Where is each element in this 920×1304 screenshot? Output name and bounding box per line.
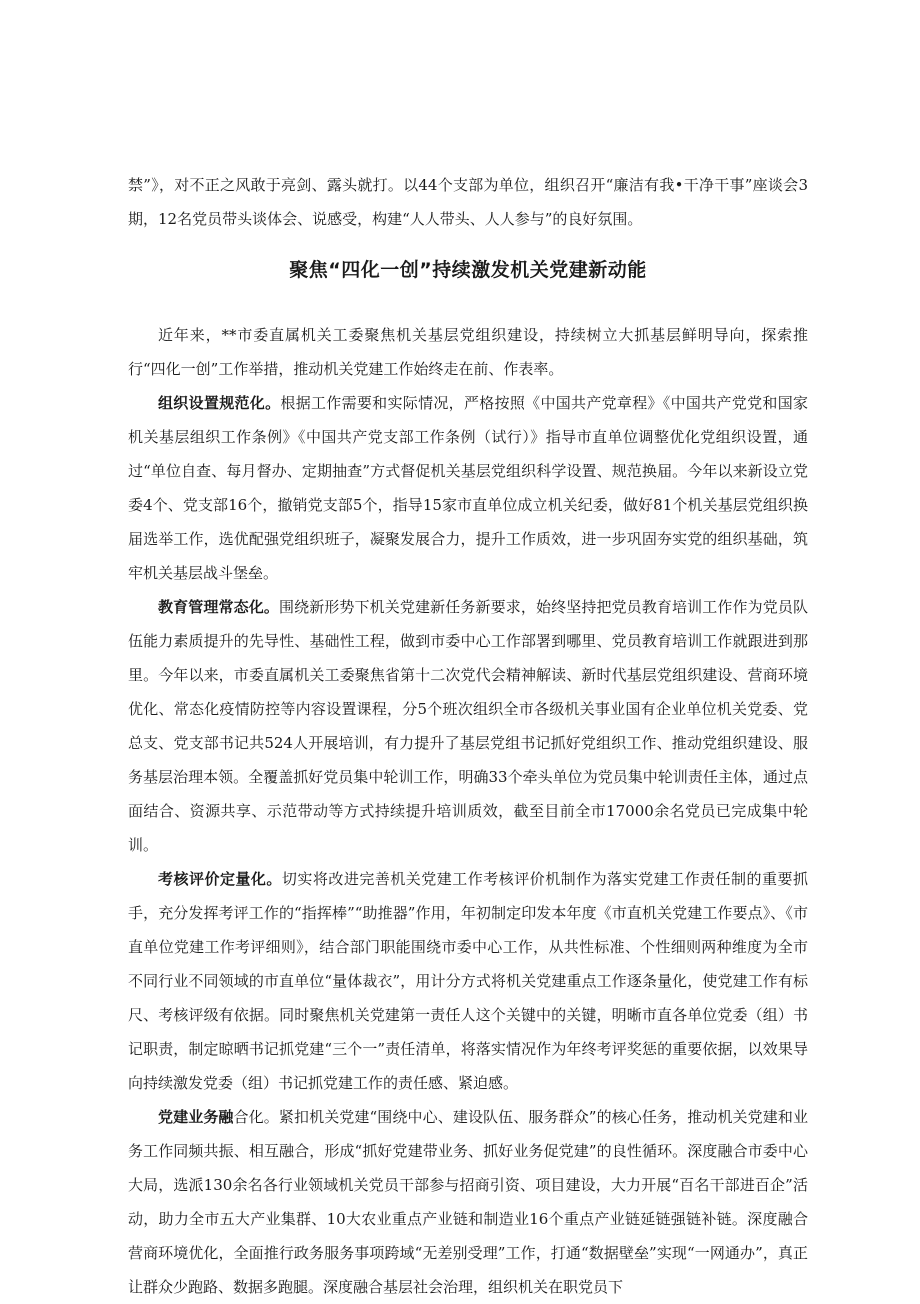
document-page [128,0,808,1301]
paragraph-integration [128,1100,808,1304]
paragraph-text: 根据工作需要和实际情况，严格按照《中国共产党章程》《中国共产党党和国家机关基层组织工作条例》《中国共产党支部工作条例（试行）》指导市直单位调整优化党组织设置，通过“单位自查、每月督办、定期抽查”方式督促机关基层党组织科学设置、规范换届。今年以来新设立党委4个、党支部16个，撤销党支部5个，指导15家市直单位成立机关纪委，做好81个机关基层党组织换届选举工作，选优配强党组织班子，凝聚发展合力，提升工作质效，进一步巩固夯实党的组织基础，筑牢机关基层战斗堡垒。 [128,394,808,582]
paragraph-text: 合化。紧扣机关党建“围绕中心、建设队伍、服务群众”的核心任务，推动机关党建和业务工作同频共振、相互融合，形成“抓好党建带业务、抓好业务促党建”的良性循环。深度融合市委中心大局，选派130余名各行业领域机关党员干部参与招商引资、项目建设，大力开展“百名干部进百企”活动，助力全市五大产业集群、10大农业重点产业链和制造业16个重点产业链延链强链补链。深度融合营商环境优化，全面推行政务服务事项跨域“无差别受理”工作，打通“数据壁垒”实现“一网通办”，真正让群众少跑路、数据多跑腿。深度融合基层社会治理，组织机关在职党员下 [128,1108,808,1296]
paragraph-education [128,590,808,862]
paragraph-lead: 组织设置规范化。 [158,394,281,412]
intro-text: 近年来，**市委直属机关工委聚焦机关基层党组织建设，持续树立大抓基层鲜明导向，探索推行“四化一创”工作举措，推动机关党建工作始终走在前、作表率。 [128,326,808,378]
paragraph-lead: 考核评价定量化。 [158,870,282,888]
paragraph-text: 切实将改进完善机关党建工作考核评价机制作为落实党建工作责任制的重要抓手，充分发挥考评工作的“指挥棒”“助推器”作用，年初制定印发本年度《市直机关党建工作要点》、《市直单位党建工作考评细则》，结合部门职能围绕市委中心工作，从共性标准、个性细则两种维度为全市不同行业不同领域的市直单位“量体裁衣”，用计分方式将机关党建重点工作逐条量化，使党建工作有标尺、考核评级有依据。同时聚焦机关党建第一责任人这个关键中的关键，明晰市直各单位党委（组）书记职责，制定晾晒书记抓党建“三个一”责任清单，将落实情况作为年终考评奖惩的重要依据，以效果导向持续激发党委（组）书记抓党建工作的责任感、紧迫感。 [128,870,808,1092]
paragraph-lead: 教育管理常态化。 [158,598,279,616]
section-body [128,318,808,1304]
intro-paragraph [128,318,808,386]
paragraph-evaluation [128,862,808,1100]
section-title: 聚焦“四化一创”持续激发机关党建新动能 [289,259,647,281]
paragraph-text: 围绕新形势下机关党建新任务新要求，始终坚持把党员教育培训工作作为党员队伍能力素质提升的先导性、基础性工程，做到市委中心工作部署到哪里、党员教育培训工作就跟进到那里。今年以来，市委直属机关工委聚焦省第十二次党代会精神解读、新时代基层党组织建设、营商环境优化、常态化疫情防控等内容设置课程，分5个班次组织全市各级机关事业国有企业单位机关党委、党总支、党支部书记共524人开展培训，有力提升了基层党组书记抓好党组织工作、推动党组织建设、服务基层治理本领。全覆盖抓好党员集中轮训工作，明确33个牵头单位为党员集中轮训责任主体，通过点面结合、资源共享、示范带动等方式持续提升培训质效，截至目前全市17000余名党员已完成集中轮训。 [128,598,808,854]
continuation-paragraph: 禁”》，对不正之风敢于亮剑、露头就打。以44个支部为单位，组织召开“廉洁有我•干净干事”座谈会3期，12名党员带头谈体会、说感受，构建“人人带头、人人参与”的良好氛围。 [128,176,808,228]
paragraph-organization [128,386,808,590]
paragraph-lead: 党建业务融 [158,1108,234,1126]
